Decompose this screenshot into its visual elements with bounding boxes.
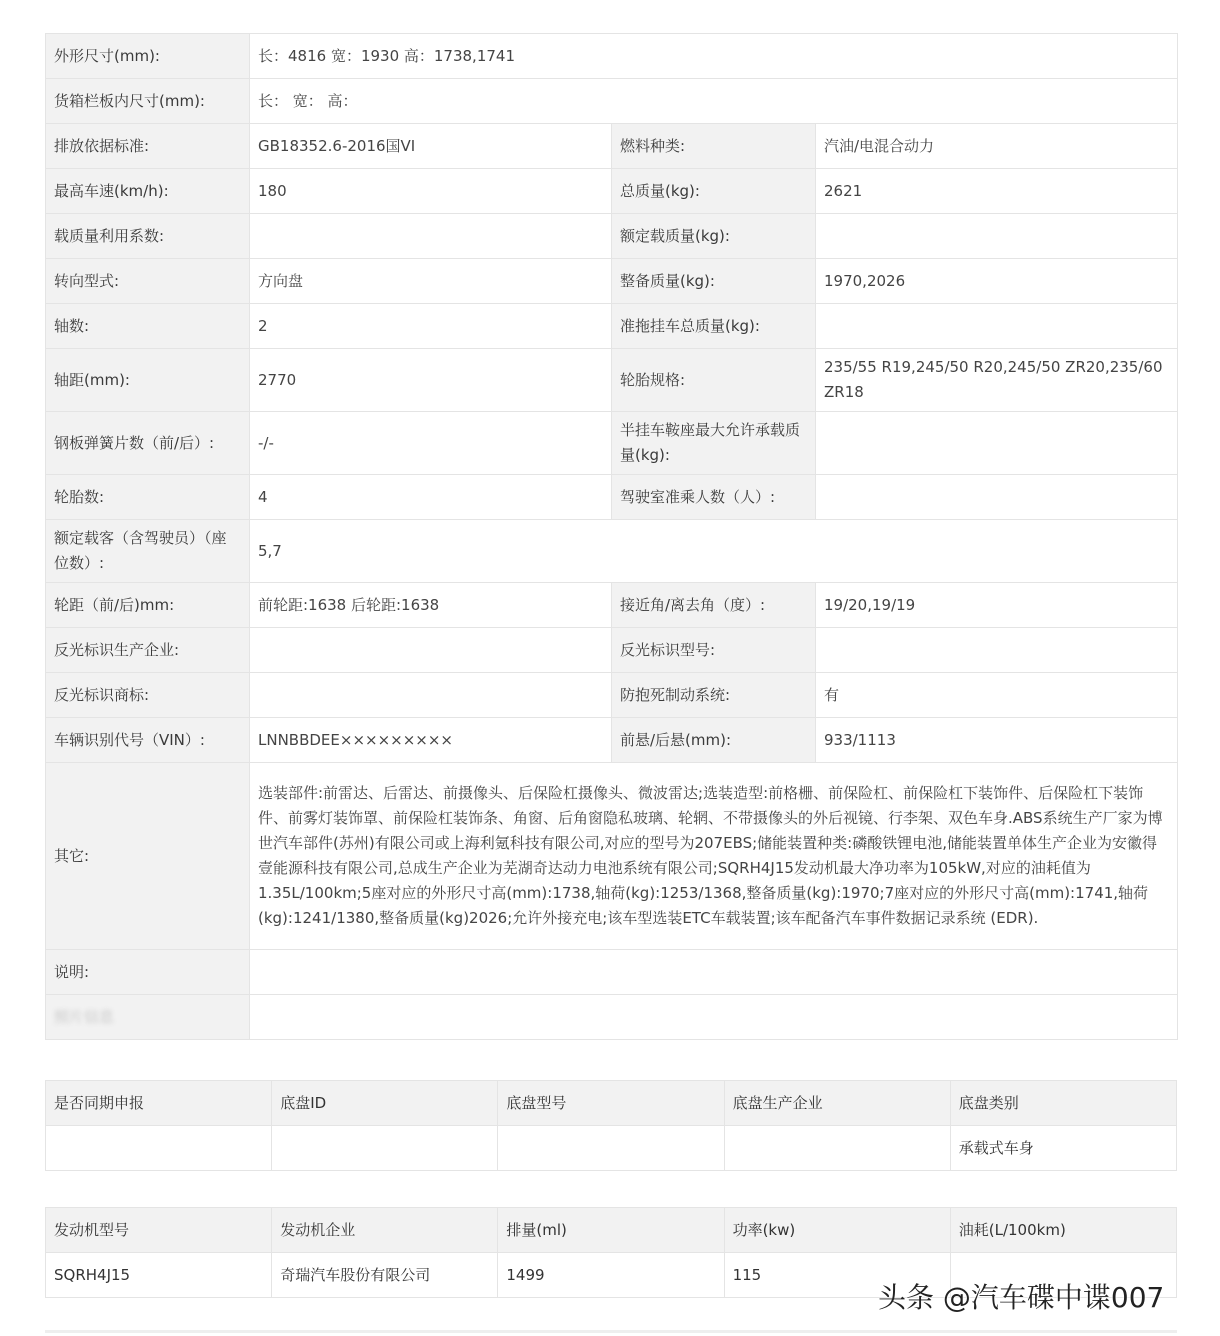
steering-value: 方向盘 [250,259,612,304]
dims-value: 长：4816 宽：1930 高：1738,1741 [250,34,1178,79]
overhang-value: 933/1113 [816,718,1178,763]
track-label: 轮距（前/后)mm: [46,583,250,628]
angles-label: 接近角/离去角（度）: [612,583,816,628]
steering-label: 转向型式: [46,259,250,304]
blurred-label [46,995,250,1040]
leaf-spring-value: -/- [250,412,612,475]
engine-header-cell: 发动机企业 [272,1208,498,1253]
overhang-label: 前悬/后悬(mm): [612,718,816,763]
saddle-load-value [816,412,1178,475]
spec-row [46,79,1178,124]
blurred-label-text: 照片信息 [54,1007,115,1026]
spec-row [46,349,1178,412]
passengers-value: 5,7 [250,520,1178,583]
angles-value: 19/20,19/19 [816,583,1178,628]
chassis-header-row [46,1081,1177,1126]
engine-cell: 1499 [498,1253,724,1298]
axles-label: 轴数: [46,304,250,349]
reflector-model-value [816,628,1178,673]
other-label: 其它: [46,763,250,950]
max-speed-label: 最高车速(km/h): [46,169,250,214]
dims-label: 外形尺寸(mm): [46,34,250,79]
wheelbase-value: 2770 [250,349,612,412]
chassis-cell [272,1126,498,1171]
watermark: 头条 @汽车碟中谍007 [878,1281,1165,1314]
spec-row [46,995,1178,1040]
spec-row [46,304,1178,349]
chassis-cell: 承载式车身 [950,1126,1176,1171]
curb-mass-value: 1970,2026 [816,259,1178,304]
load-coef-value [250,214,612,259]
chassis-table [45,1080,1177,1171]
cab-seats-value [816,475,1178,520]
vin-value: LNNBBDEE××××××××× [250,718,612,763]
engine-header-cell: 油耗(L/100km) [950,1208,1176,1253]
tire-spec-label: 轮胎规格: [612,349,816,412]
load-coef-label: 载质量利用系数: [46,214,250,259]
blurred-value [250,995,1178,1040]
spec-row [46,673,1178,718]
bottom-divider [45,1330,1177,1333]
rated-load-value [816,214,1178,259]
chassis-header-cell: 底盘类别 [950,1081,1176,1126]
reflector-maker-value [250,628,612,673]
total-mass-value: 2621 [816,169,1178,214]
wheelbase-label: 轴距(mm): [46,349,250,412]
spec-row [46,475,1178,520]
tow-mass-label: 准拖挂车总质量(kg): [612,304,816,349]
engine-header-cell: 功率(kw) [724,1208,950,1253]
vehicle-spec-table [45,33,1178,1040]
total-mass-label: 总质量(kg): [612,169,816,214]
fuel-value: 汽油/电混合动力 [816,124,1178,169]
chassis-cell [498,1126,724,1171]
chassis-header-cell: 是否同期申报 [46,1081,272,1126]
reflector-model-label: 反光标识型号: [612,628,816,673]
spec-row [46,950,1178,995]
spec-row [46,583,1178,628]
curb-mass-label: 整备质量(kg): [612,259,816,304]
spec-row [46,34,1178,79]
engine-cell: 115 [724,1253,950,1298]
spec-row [46,628,1178,673]
emission-value: GB18352.6-2016国VI [250,124,612,169]
chassis-cell [46,1126,272,1171]
spec-row [46,520,1178,583]
chassis-header-cell: 底盘型号 [498,1081,724,1126]
passengers-label: 额定载客（含驾驶员）（座位数）: [46,520,250,583]
spec-row [46,259,1178,304]
track-value: 前轮距:1638 后轮距:1638 [250,583,612,628]
spec-row [46,718,1178,763]
saddle-load-label: 半挂车鞍座最大允许承载质量(kg): [612,412,816,475]
engine-header-cell: 发动机型号 [46,1208,272,1253]
chassis-cell [724,1126,950,1171]
cargo-dims-value: 长： 宽： 高： [250,79,1178,124]
note-value [250,950,1178,995]
abs-label: 防抱死制动系统: [612,673,816,718]
cargo-dims-label: 货箱栏板内尺寸(mm): [46,79,250,124]
spec-row [46,412,1178,475]
max-speed-value: 180 [250,169,612,214]
abs-value: 有 [816,673,1178,718]
engine-cell: SQRH4J15 [46,1253,272,1298]
other-value: 选装部件:前雷达、后雷达、前摄像头、后保险杠摄像头、微波雷达;选装造型:前格栅、前保险杠、前保险杠下装饰件、后保险杠下装饰件、前雾灯装饰罩、前保险杠装饰条、角窗、后角窗隐私玻璃、轮辋、不带摄像头的外后视镜、行李架、双色车身.ABS系统生产厂家为博世汽车部件(苏州)有限公司或上海利氪科技有限公司,对应的型号为207EBS;储能装置种类:磷酸铁锂电池,储能装置单体生产企业为安徽得壹能源科技有限公司,总成生产企业为芜湖奇达动力电池系统有限公司;SQRH4J15发动机最大净功率为105kW,对应的油耗值为1.35L/100km;5座对应的外形尺寸高(mm):1738,轴荷(kg):1253/1368,整备质量(kg):1970;7座对应的外形尺寸高(mm):1741,轴荷(kg):1241/1380,整备质量(kg)2026;允许外接充电;该车型选装ETC车载装置;该车配备汽车事件数据记录系统 (EDR). [250,763,1178,950]
engine-header-row [46,1208,1177,1253]
spec-row [46,763,1178,950]
rated-load-label: 额定载质量(kg): [612,214,816,259]
reflector-brand-value [250,673,612,718]
note-label: 说明: [46,950,250,995]
engine-header-cell: 排量(ml) [498,1208,724,1253]
leaf-spring-label: 钢板弹簧片数（前/后）: [46,412,250,475]
vin-label: 车辆识别代号（VIN）: [46,718,250,763]
chassis-header-cell: 底盘ID [272,1081,498,1126]
spec-row [46,214,1178,259]
tire-spec-value: 235/55 R19,245/50 R20,245/50 ZR20,235/60 ZR18 [816,349,1178,412]
fuel-label: 燃料种类: [612,124,816,169]
cab-seats-label: 驾驶室准乘人数（人）: [612,475,816,520]
engine-cell: 奇瑞汽车股份有限公司 [272,1253,498,1298]
axles-value: 2 [250,304,612,349]
tow-mass-value [816,304,1178,349]
reflector-maker-label: 反光标识生产企业: [46,628,250,673]
emission-label: 排放依据标准: [46,124,250,169]
spec-row [46,169,1178,214]
chassis-data-row [46,1126,1177,1171]
tires-value: 4 [250,475,612,520]
reflector-brand-label: 反光标识商标: [46,673,250,718]
spec-row [46,124,1178,169]
chassis-header-cell: 底盘生产企业 [724,1081,950,1126]
tires-label: 轮胎数: [46,475,250,520]
